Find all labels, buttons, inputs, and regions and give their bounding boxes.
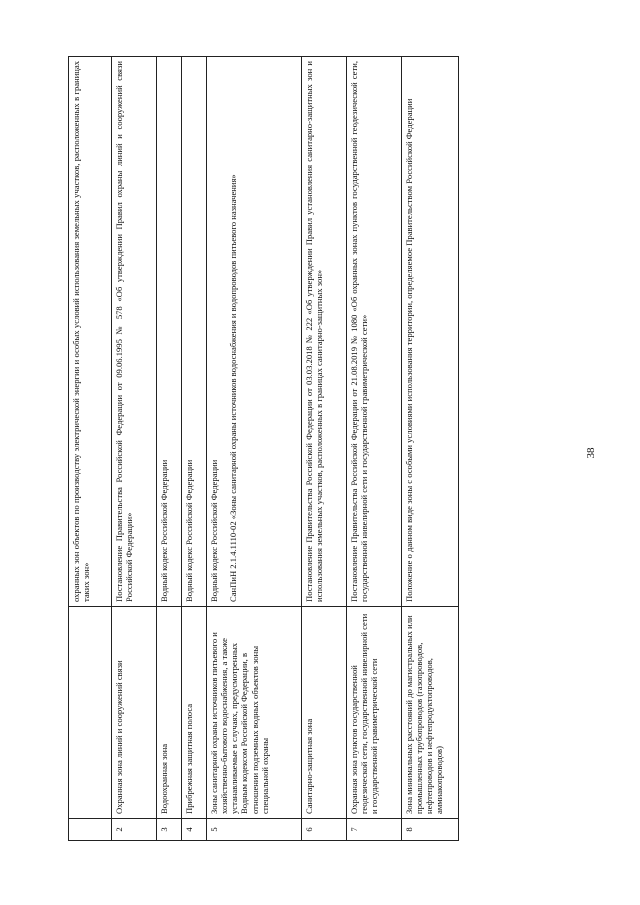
zone-name <box>69 607 112 819</box>
zone-name: Охранная зона пунктов государственной геодезической сети, государственной нивелирной сети и государственной гравиметрической сети <box>347 607 402 819</box>
table-row <box>69 57 112 841</box>
zone-documents <box>112 57 157 607</box>
document-text: Водный кодекс Российской Федерации <box>209 459 219 602</box>
document-text: Постановление Правительства Российской Федерации от 21.08.2019 № 1080 «Об охранных зонах пунктов государственной геодезической сети, государственной нивелирной сети и государственной гравиметрической сети» <box>349 61 370 602</box>
row-number: 5 <box>207 819 302 841</box>
rotated-table-content <box>68 57 445 841</box>
table-row <box>112 57 157 841</box>
zone-name: Зона минимальных расстояний до магистральных или промышленных трубопроводов (газопроводов, нефтепроводов и нефтепродуктопроводов, аммиакопроводов) <box>402 607 459 819</box>
rotated-table-wrapper <box>68 57 445 841</box>
zone-documents <box>157 57 182 607</box>
row-number: 6 <box>302 819 347 841</box>
zone-name: Прибрежная защитная полоса <box>182 607 207 819</box>
table-row <box>402 57 459 841</box>
document-text: Постановление Правительства Российской Федерации от 03.03.2018 № 222 «Об утверждении Правил установления санитарно-защитных зон и использования земельных участков, расположенных в границах санитарно-защитных зон» <box>304 61 325 602</box>
document-text: Водный кодекс Российской Федерации <box>184 459 194 602</box>
zones-table <box>68 56 459 841</box>
document-text: Положение о данном виде зоны с особыми условиями использования территории, определяемое Правительством Российской Федерации <box>404 98 414 602</box>
table-row <box>157 57 182 841</box>
zone-documents <box>182 57 207 607</box>
row-number <box>69 819 112 841</box>
document-text: Водный кодекс Российской Федерации <box>159 459 169 602</box>
zone-documents <box>302 57 347 607</box>
zone-name: Зоны санитарной охраны источников питьевого и хозяйственно-бытового водоснабжения, а также устанавливаемые в случаях, предусмотренных Водным кодексом Российской Федерации, в отношении подземных водных объектов зоны специальной охраны <box>207 607 302 819</box>
zone-name: Охранная зона линий и сооружений связи <box>112 607 157 819</box>
document-text: СанПиН 2.1.4.1110-02 «Зоны санитарной охраны источников водоснабжения и водопроводов питьевого назначения» <box>228 174 239 602</box>
table-row <box>347 57 402 841</box>
zone-name: Санитарно-защитная зона <box>302 607 347 819</box>
zone-documents <box>347 57 402 607</box>
row-number: 4 <box>182 819 207 841</box>
zone-name: Водоохранная зона <box>157 607 182 819</box>
table-row <box>207 57 302 841</box>
row-number: 2 <box>112 819 157 841</box>
zone-documents <box>207 57 302 607</box>
document-text: охранных зон объектов по производству электрической энергии и особых условий использования земельных участков, расположенных в границах таких зон» <box>71 61 92 602</box>
table-row <box>182 57 207 841</box>
page-number: 38 <box>585 447 597 459</box>
document-text: Постановление Правительства Российской Федерации от 09.06.1995 № 578 «Об утверждении Правил охраны линий и сооружений связи Российской Федерации» <box>114 61 135 602</box>
zone-documents <box>69 57 112 607</box>
row-number: 3 <box>157 819 182 841</box>
zone-documents <box>402 57 459 607</box>
table-row <box>302 57 347 841</box>
row-number: 8 <box>402 819 459 841</box>
row-number: 7 <box>347 819 402 841</box>
